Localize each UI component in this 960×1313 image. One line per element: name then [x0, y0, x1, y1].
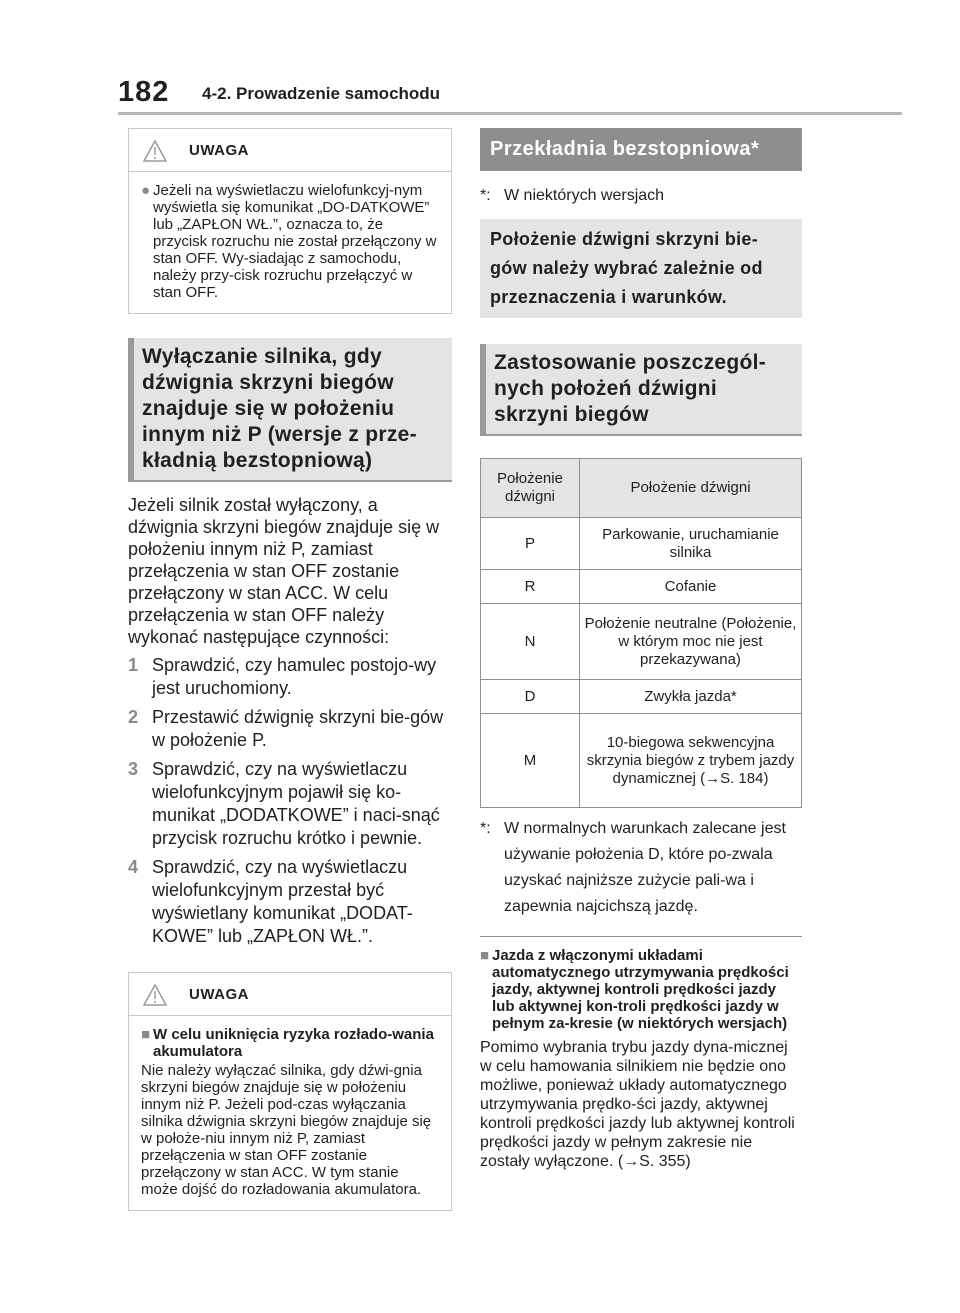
- list-item: 3 Sprawdzić, czy na wyświetlaczu wielofunkcyjnym pojawił się ko-munikat „DODATKOWE” i naci-snąć przycisk rozruchu krótko i pewnie.: [128, 759, 440, 848]
- square-bullet-icon: ■: [141, 1026, 151, 1043]
- positions-table: [480, 458, 802, 808]
- list-item: 4 Sprawdzić, czy na wyświetlaczu wielofunkcyjnym przestał być wyświetlany komunikat „DODAT-KOWE” lub „ZAPŁON WŁ.”.: [128, 857, 413, 946]
- subsection-text: Pomimo wybrania trybu jazdy dyna-micznej w celu hamowania silnikiem nie będzie ono możliwe, ponieważ układy automatycznego utrzymywania prędko-ści jazdy, aktywnej kontroli prędkości jazdy lub aktywnej kontroli prędkości jazdy w pełnym zakresie nie zostały wyłączone. (→S. 355): [480, 1039, 795, 1170]
- header-divider: [118, 112, 902, 115]
- table-row: N Położenie neutralne (Położenie, w którym moc nie jest przekazywana): [481, 604, 802, 680]
- intro-paragraph: Jeżeli silnik został wyłączony, a dźwignia skrzyni biegów znajduje się w położeniu innym niż P, zamiast przełączenia w stan OFF zostanie przełączony w stan ACC. W celu przełączenia w stan OFF należy wykonać następujące czynności:: [128, 495, 440, 647]
- footnote: *: W niektórych wersjach: [480, 187, 665, 204]
- warning-box-2: [128, 972, 452, 1211]
- warning-text: Nie należy wyłączać silnika, gdy dźwi-gnia skrzyni biegów znajduje się w położeniu innym niż P. Jeżeli pod-czas wyłączania silnika dźwignia skrzyni biegów znajduje się w położe-niu innym niż P, zamiast przełączenia w stan OFF zostanie przełączony w stan ACC. W tym stanie może dojść do rozładowania akumulatora.: [141, 1062, 432, 1198]
- warning-text: Jeżeli na wyświetlaczu wielofunkcyj-nym wyświetla się komunikat „DO-DATKOWE” lub „ZAPŁON WŁ.”, oznacza to, że przycisk rozruchu nie został przełączony w stan OFF. Wy-siadając z samochodu, należy przy-cisk rozruchu przełączyć w stan OFF.: [153, 182, 437, 301]
- warning-triangle-icon: [143, 140, 167, 162]
- page-header: [118, 74, 902, 116]
- list-item: 2 Przestawić dźwignię skrzyni bie-gów w położenie P.: [128, 707, 444, 750]
- warning-box-1: [128, 128, 452, 314]
- section-header-bar: Przekładnia bezstopniowa*: [480, 128, 802, 171]
- subsection-heading: Położenie dźwigni skrzyni bie-gów należy wybrać zależnie od przeznaczenia i warunków.: [480, 219, 802, 318]
- table-header-row: Położenie dźwigni Położenie dźwigni: [481, 459, 802, 518]
- bullet-icon: ●: [141, 182, 151, 199]
- left-column: [128, 128, 452, 1211]
- list-item: 1 Sprawdzić, czy hamulec postojo-wy jest uruchomiony.: [128, 655, 437, 698]
- section-heading: [128, 338, 452, 482]
- page-number: 182: [118, 76, 170, 108]
- right-column: [480, 128, 802, 1171]
- warning-label: UWAGA: [189, 986, 249, 1003]
- steps-list: [128, 654, 452, 948]
- table-row: P Parkowanie, uruchamianie silnika: [481, 518, 802, 570]
- table-row: D Zwykła jazda*: [481, 680, 802, 714]
- square-bullet-icon: ■: [480, 947, 490, 964]
- divider: [480, 936, 802, 937]
- warning-triangle-icon: [143, 984, 167, 1006]
- section-title: 4-2. Prowadzenie samochodu: [202, 84, 441, 103]
- heading-text: Wyłączanie silnika, gdy dźwignia skrzyni biegów znajduje się w położeniu innym niż P (wersje z prze-kładnią bezstopniową): [142, 345, 417, 472]
- footnote: *: W normalnych warunkach zalecane jest używanie położenia D, które po-zwala uzyskać najniższe zużycie pali-wa i zapewnia najcichszą jazdę.: [480, 820, 786, 915]
- subsection-title: Jazda z włączonymi układami automatycznego utrzymywania prędkości jazdy, aktywnej kontroli prędkości jazdy lub aktywnej kon-troli prędkości jazdy w pełnym za-kresie (w niektórych wersjach): [492, 947, 789, 1032]
- subsection-heading: Zastosowanie poszczegól-nych położeń dźwigni skrzyni biegów: [480, 344, 802, 436]
- warning-title: W celu uniknięcia ryzyka rozłado-wania akumulatora: [153, 1026, 434, 1060]
- table-row: R Cofanie: [481, 570, 802, 604]
- table-row: M 10-biegowa sekwencyjna skrzynia biegów z trybem jazdy dynamicznej (→S. 184): [481, 714, 802, 808]
- warning-label: UWAGA: [189, 142, 249, 159]
